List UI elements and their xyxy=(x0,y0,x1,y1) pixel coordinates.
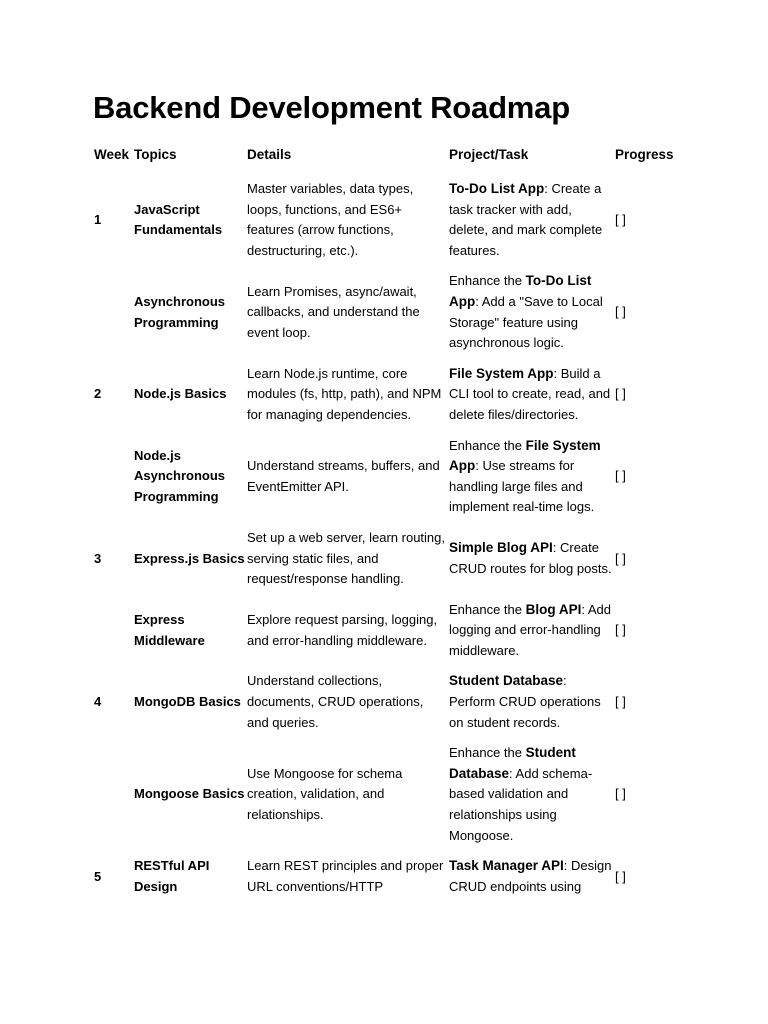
progress-checkbox: [ ] xyxy=(615,868,626,884)
details-cell: Explore request parsing, logging, and error-handling middleware. xyxy=(247,611,438,648)
project-description: : Build a CLI tool to create, read, and delete files/directories. xyxy=(449,365,611,422)
project-prefix: Enhance the xyxy=(449,745,526,761)
table-row xyxy=(93,359,693,431)
project-prefix: Enhance the xyxy=(449,273,526,289)
topic-cell: Express.js Basics xyxy=(134,550,245,566)
progress-checkbox: [ ] xyxy=(615,694,626,710)
week-cell xyxy=(93,595,133,667)
project-description: : Add schema-based validation and relationships using Mongoose. xyxy=(449,765,593,843)
project-name: Student Database xyxy=(449,745,576,781)
details-cell: Set up a web server, learn routing, serving static files, and request/response handling. xyxy=(247,529,446,587)
topic-cell: Mongoose Basics xyxy=(134,786,245,802)
progress-checkbox: [ ] xyxy=(615,386,626,402)
project-description: : Design CRUD endpoints using xyxy=(449,858,612,894)
table-header-row xyxy=(93,143,693,174)
topic-cell: JavaScript Fundamentals xyxy=(134,201,223,238)
table-row xyxy=(93,174,693,266)
details-cell: Learn Node.js runtime, core modules (fs, http, path), and NPM for managing dependencies. xyxy=(247,365,442,422)
project-name: Blog API xyxy=(525,601,582,617)
week-cell xyxy=(93,738,133,851)
header-week: Week xyxy=(94,147,130,162)
header-details: Details xyxy=(247,147,292,162)
project-description: : Use streams for handling large files and implement real-time logs. xyxy=(449,458,595,515)
progress-checkbox: [ ] xyxy=(615,304,626,320)
project-cell xyxy=(448,174,614,266)
document-title: Backend Development Roadmap xyxy=(93,90,570,125)
progress-checkbox: [ ] xyxy=(615,550,626,566)
project-name: Task Manager API xyxy=(449,858,564,874)
project-cell xyxy=(448,595,614,667)
week-cell: 2 xyxy=(94,386,102,402)
project-description: : Create CRUD routes for blog posts. xyxy=(449,540,612,576)
roadmap-table xyxy=(93,143,693,902)
week-cell: 5 xyxy=(94,868,102,884)
table-row xyxy=(93,523,693,595)
project-name: Simple Blog API xyxy=(449,540,553,556)
details-cell: Learn REST principles and proper URL conventions/HTTP xyxy=(247,858,444,894)
table-row xyxy=(93,595,693,667)
project-description: : Create a task tracker with add, delete, and mark complete features. xyxy=(449,181,603,258)
project-name: Student Database xyxy=(449,673,564,689)
header-progress: Progress xyxy=(615,147,674,162)
week-cell: 4 xyxy=(94,694,102,710)
details-cell: Understand streams, buffers, and EventEmitter API. xyxy=(247,458,440,494)
project-cell xyxy=(448,851,614,902)
header-topics: Topics xyxy=(134,147,177,162)
project-description: : Perform CRUD operations on student records. xyxy=(449,673,601,730)
project-prefix: Enhance the xyxy=(449,437,526,453)
progress-checkbox: [ ] xyxy=(615,211,626,227)
topic-cell: MongoDB Basics xyxy=(134,694,241,710)
project-cell xyxy=(448,666,614,738)
table-row xyxy=(93,851,693,902)
week-cell xyxy=(93,431,133,523)
progress-checkbox: [ ] xyxy=(615,786,626,802)
topic-cell: Express Middleware xyxy=(134,611,205,648)
project-name: To-Do List App xyxy=(449,181,545,196)
week-cell xyxy=(93,266,133,358)
project-name: To-Do List App xyxy=(449,273,592,309)
project-cell xyxy=(448,359,614,431)
week-cell: 3 xyxy=(94,550,102,566)
project-name: File System App xyxy=(449,437,601,474)
progress-checkbox: [ ] xyxy=(615,622,626,638)
project-prefix: Enhance the xyxy=(449,601,526,617)
details-cell: Master variables, data types, loops, functions, and ES6+ features (arrow functions, destructuring, etc.). xyxy=(247,181,414,258)
project-cell xyxy=(448,738,614,851)
table-row xyxy=(93,266,693,358)
topic-cell: Node.js Asynchronous Programming xyxy=(134,447,226,505)
topic-cell: Asynchronous Programming xyxy=(134,293,226,330)
topic-cell: RESTful API Design xyxy=(134,858,210,894)
table-row xyxy=(93,431,693,523)
table-row xyxy=(93,738,693,851)
progress-checkbox: [ ] xyxy=(615,468,626,484)
project-description: : Add a "Save to Local Storage" feature using asynchronous logic. xyxy=(449,293,603,351)
details-cell: Learn Promises, async/await, callbacks, and understand the event loop. xyxy=(247,283,420,340)
project-name: File System App xyxy=(449,365,554,381)
project-cell xyxy=(448,431,614,523)
topic-cell: Node.js Basics xyxy=(134,386,227,402)
week-cell: 1 xyxy=(94,211,102,227)
details-cell: Understand collections, documents, CRUD operations, and queries. xyxy=(247,673,424,730)
project-cell xyxy=(448,266,614,358)
project-cell xyxy=(448,523,614,595)
project-description: : Add logging and error-handling middleware. xyxy=(449,601,612,658)
table-row xyxy=(93,666,693,738)
header-project: Project/Task xyxy=(449,147,529,162)
details-cell: Use Mongoose for schema creation, validation, and relationships. xyxy=(247,765,403,823)
